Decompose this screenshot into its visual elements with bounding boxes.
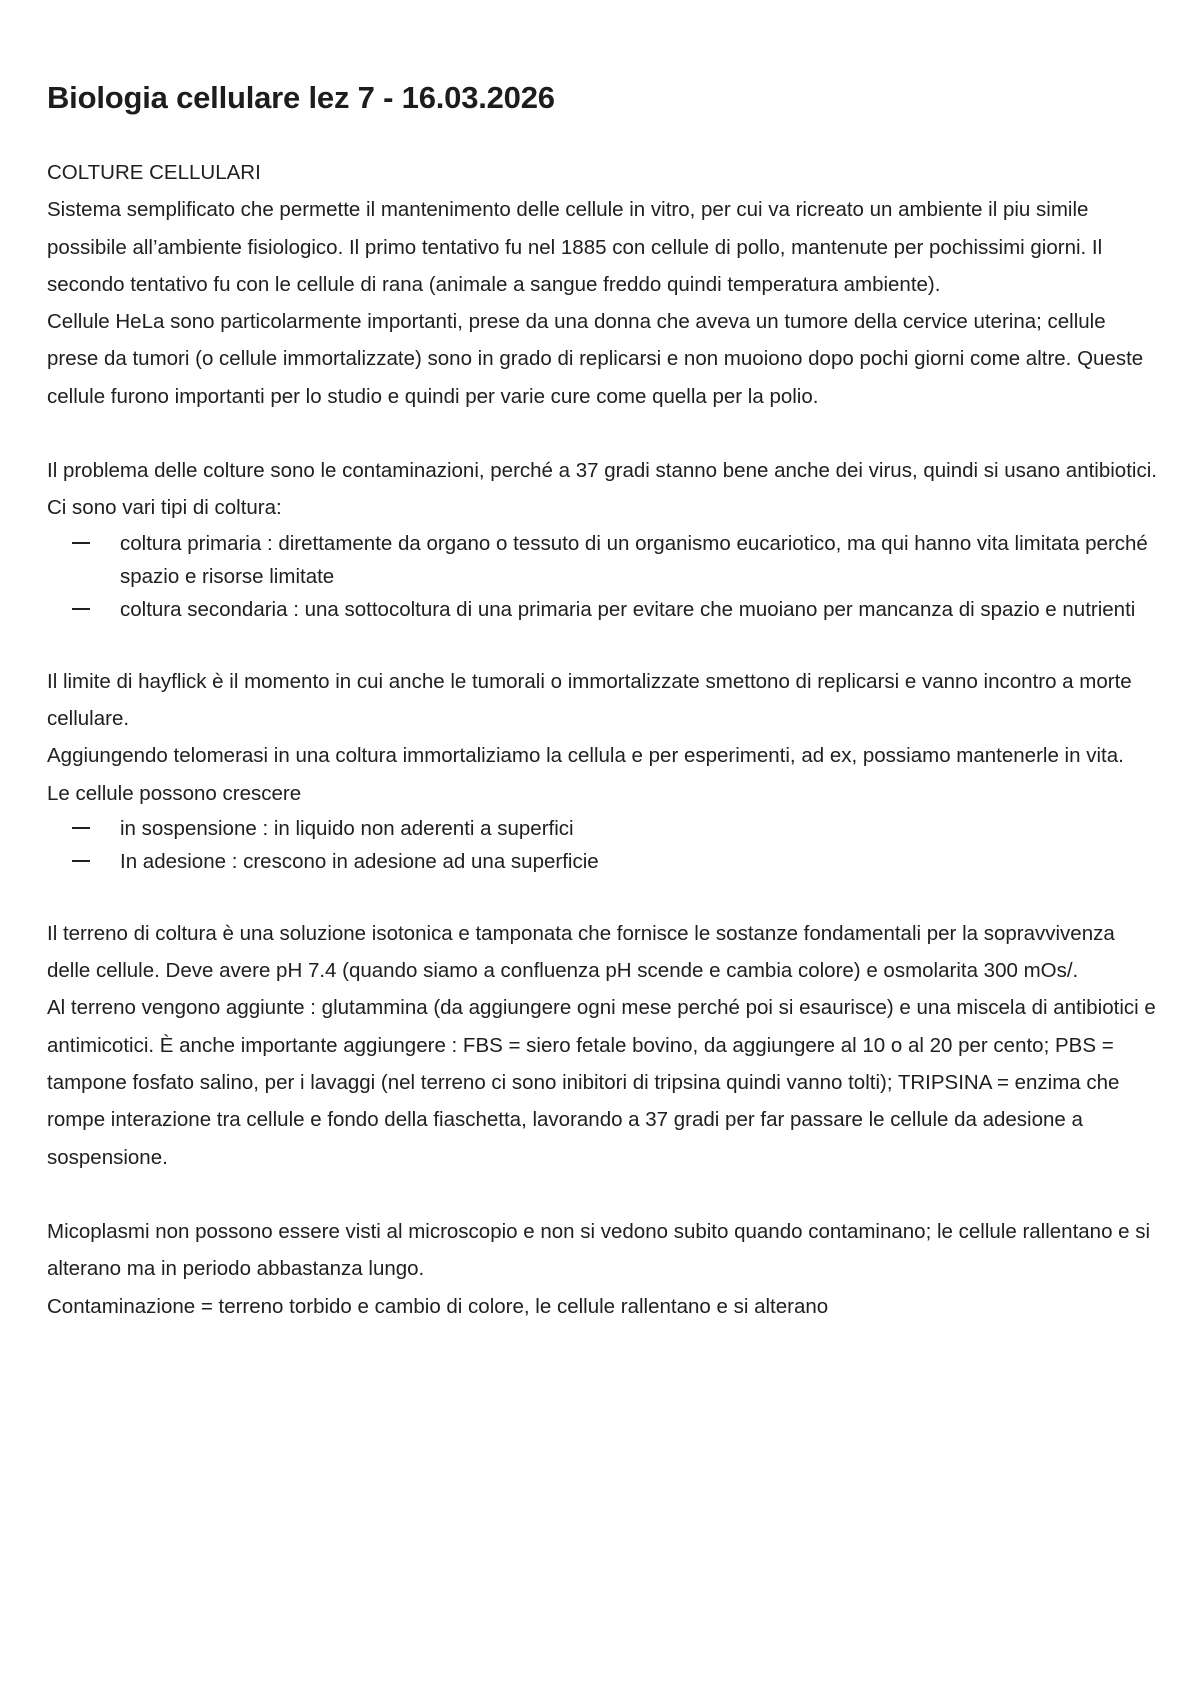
dash-bullet-icon	[72, 860, 90, 862]
document-page	[47, 78, 1157, 1325]
list-item-text: coltura primaria : direttamente da organo o tessuto di un organismo eucariotico, ma qui hanno vita limitata perché spazio e risorse limitate	[120, 531, 1148, 588]
list-item-text: coltura secondaria : una sottocoltura di una primaria per evitare che muoiano per mancanza di spazio e nutrienti	[120, 597, 1136, 621]
dash-bullet-icon	[72, 608, 90, 610]
dash-bullet-icon	[72, 827, 90, 829]
list-item	[47, 812, 1157, 845]
list-item-text: in sospensione : in liquido non aderenti a superfici	[120, 816, 574, 840]
blank-line	[47, 878, 1157, 915]
paragraph-hayflick: Il limite di hayflick è il momento in cui anche le tumorali o immortalizzate smettono di replicarsi e vanno incontro a morte cellulare.	[47, 669, 1132, 730]
dash-bullet-icon	[72, 542, 90, 544]
paragraph-aggiunte: Al terreno vengono aggiunte : glutammina (da aggiungere ogni mese perché poi si esaurisce) e una miscela di antibiotici e antimicotici. È anche importante aggiungere : FBS = siero fetale bovino, da aggiungere al 10 o al 20 per cento; PBS = tampone fosfato salino, per i lavaggi (nel terreno ci sono inibitori di tripsina quindi vanno tolti); TRIPSINA = enzima che rompe interazione tra cellule e fondo della fiaschetta, lavorando a 37 gradi per far passare le cellule da adesione a sospensione.	[47, 996, 1156, 1169]
paragraph-contaminazioni: Il problema delle colture sono le contaminazioni, perché a 37 gradi stanno bene anche dei virus, quindi si usano antibiotici.	[47, 459, 1157, 483]
paragraph-hela: Cellule HeLa sono particolarmente importanti, prese da una donna che aveva un tumore della cervice uterina; cellule prese da tumori (o cellule immortalizzate) sono in grado di replicarsi e non muoiono dopo pochi giorni come altre. Queste cellule furono importanti per lo studio e quindi per varie cure come quella per la polio.	[47, 310, 1144, 408]
growth-modes-list	[47, 812, 1157, 878]
paragraph-telomerasi: Aggiungendo telomerasi in una coltura immortaliziamo la cellula e per esperimenti, ad ex, possiamo mantenerle in vita.	[47, 744, 1124, 768]
coltura-types-list	[47, 527, 1157, 626]
paragraph-terreno: Il terreno di coltura è una soluzione isotonica e tamponata che fornisce le sostanze fondamentali per la sopravvivenza delle cellule. Deve avere pH 7.4 (quando siamo a confluenza pH scende e cambia colore) e osmolarita 300 mOs/.	[47, 921, 1115, 983]
paragraph-contaminazione: Contaminazione = terreno torbido e cambio di colore, le cellule rallentano e si alterano	[47, 1294, 829, 1318]
list-item	[47, 593, 1157, 626]
list-item-text: In adesione : crescono in adesione ad una superficie	[120, 849, 599, 873]
list-item	[47, 845, 1157, 878]
paragraph-micoplasmi: Micoplasmi non possono essere visti al microscopio e non si vedono subito quando contaminano; le cellule rallentano e si alterano ma in periodo abbastanza lungo.	[47, 1219, 1151, 1281]
paragraph-tipi-coltura: Ci sono vari tipi di coltura:	[47, 496, 282, 520]
list-item	[47, 527, 1157, 593]
blank-line	[47, 415, 1157, 452]
paragraph-definition: Sistema semplificato che permette il mantenimento delle cellule in vitro, per cui va ricreato un ambiente il piu simile possibile all’ambiente fisiologico. Il primo tentativo fu nel 1885 con cellule di pollo, mantenute per pochissimi giorni. Il secondo tentativo fu con le cellule di rana (animale a sangue freddo quindi temperatura ambiente).	[47, 198, 1103, 296]
document-body	[47, 154, 1157, 1325]
blank-line	[47, 626, 1157, 663]
blank-line	[47, 1176, 1157, 1213]
page-title: Biologia cellulare lez 7 - 16.03.2026	[47, 80, 555, 115]
section-heading: COLTURE CELLULARI	[47, 161, 261, 184]
paragraph-crescita: Le cellule possono crescere	[47, 781, 302, 805]
